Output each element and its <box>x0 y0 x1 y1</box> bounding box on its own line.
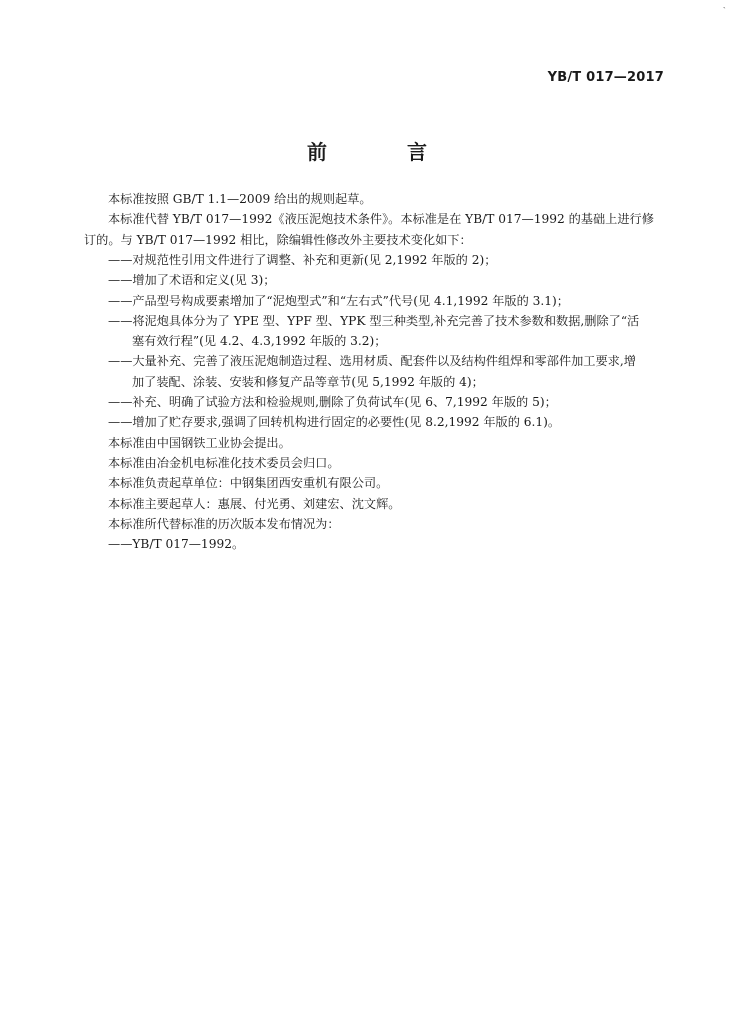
list-item: ——补充、明确了试验方法和检验规则,删除了负荷试车(见 6、7,1992 年版的 5)； <box>108 395 557 409</box>
paragraph-line: 本标准由冶金机电标准化技术委员会归口。 <box>108 455 340 470</box>
paragraph-line: 本标准由中国钢铁工业协会提出。 <box>108 435 291 450</box>
standard-code: YB/T 017—2017 <box>547 70 664 85</box>
paragraph-line: 本标准按照 GB/T 1.1—2009 给出的规则起草。 <box>108 192 372 206</box>
list-item: ——对规范性引用文件进行了调整、补充和更新(见 2,1992 年版的 2)； <box>108 252 497 267</box>
paragraph-line: 本标准所代替标准的历次版本发布情况为： <box>108 516 340 531</box>
paragraph-line: 本标准主要起草人：惠展、付光勇、刘建宏、沈文辉。 <box>108 496 401 511</box>
page-title: 前 言 <box>307 140 457 164</box>
list-item: ——YB/T 017—1992。 <box>108 537 245 552</box>
list-item: ——增加了术语和定义(见 3)； <box>108 273 276 288</box>
list-item-continuation: 加了装配、涂装、安装和修复产品等章节(见 5,1992 年版的 4)； <box>132 374 484 389</box>
list-item-continuation: 塞有效行程”(见 4.2、4.3,1992 年版的 3.2)； <box>132 334 387 349</box>
paragraph-line: 本标准负责起草单位：中钢集团西安重机有限公司。 <box>108 476 389 491</box>
corner-mark: ˎ <box>722 0 726 9</box>
list-item: ——产品型号构成要素增加了“泥炮型式”和“左右式”代号(见 4.1,1992 年版的 3.1)； <box>108 293 569 308</box>
paragraph-line: 订的。与 YB/T 017—1992 相比，除编辑性修改外主要技术变化如下： <box>84 232 472 247</box>
list-item: ——增加了贮存要求,强调了回转机构进行固定的必要性(见 8.2,1992 年版的 6.1)。 <box>108 415 561 430</box>
paragraph-line: 本标准代替 YB/T 017—1992《液压泥炮技术条件》。本标准是在 YB/T 017—1992 的基础上进行修 <box>108 212 654 227</box>
list-item: ——将泥炮具体分为了 YPE 型、YPF 型、YPK 型三种类型,补充完善了技术参数和数据,删除了“活 <box>108 313 640 328</box>
list-item: ——大量补充、完善了液压泥炮制造过程、选用材质、配套件以及结构件组焊和零部件加工要求,增 <box>108 354 636 369</box>
